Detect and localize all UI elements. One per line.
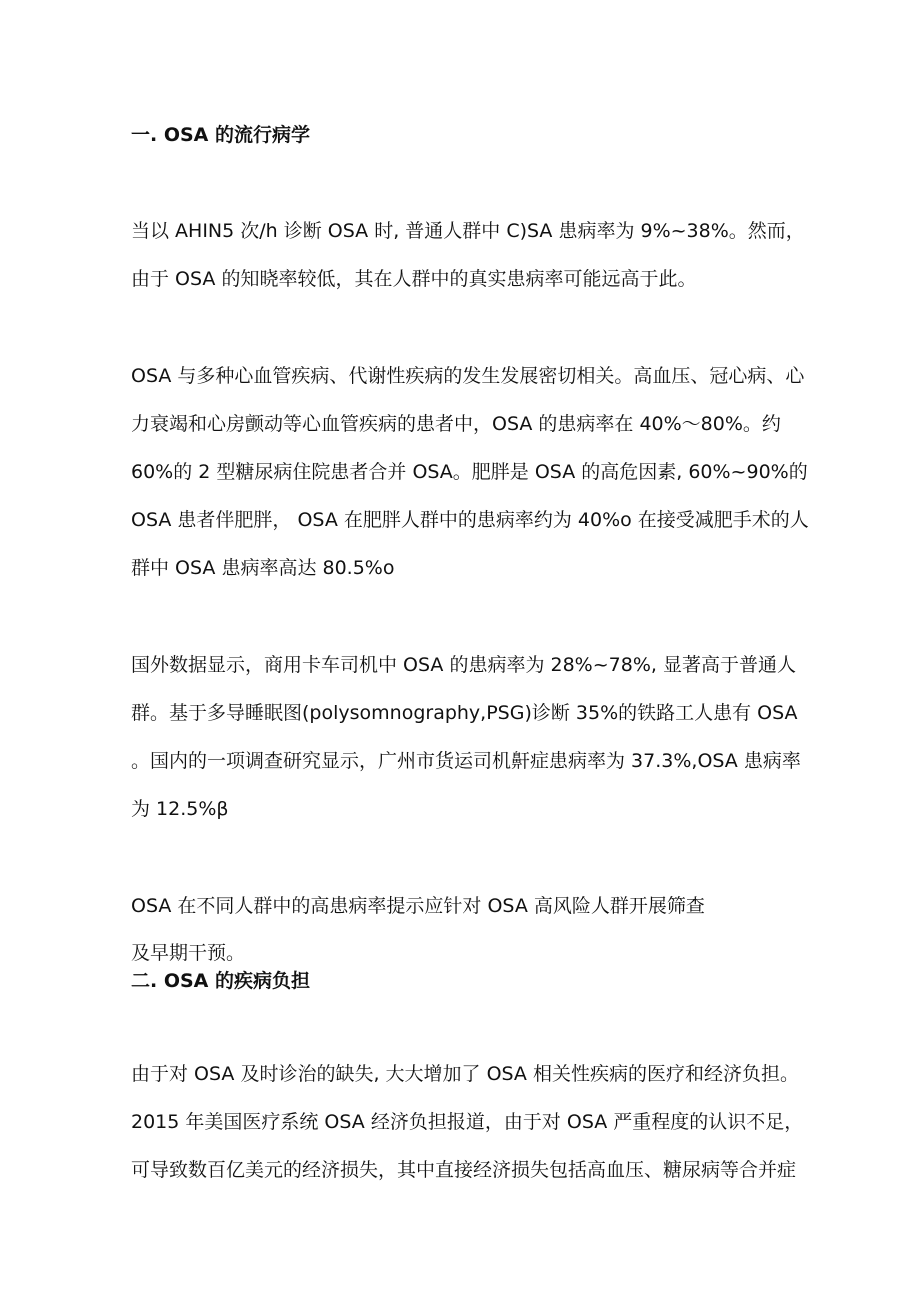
text-line: 。国内的一项调查研究显示，广州市货运司机鼾症患病率为 37.3%,OSA 患病率	[131, 750, 801, 772]
text-line: 可导致数百亿美元的经济损失，其中直接经济损失包括高血压、糖尿病等合并症	[131, 1159, 797, 1181]
text-line: 60%的 2 型糖尿病住院患者合并 OSA。肥胖是 OSA 的高危因素, 60%~90%的	[131, 461, 808, 483]
text-line: 为 12.5%β	[131, 798, 229, 820]
text-line: 及早期干预。	[131, 942, 246, 964]
text-line: 群中 OSA 患病率高达 80.5%o	[131, 557, 395, 579]
text-line: 力衰竭和心房颤动等心血管疾病的患者中，OSA 的患病率在 40%～80%。约	[131, 413, 781, 435]
text-line: OSA 在不同人群中的高患病率提示应针对 OSA 高风险人群开展筛查	[131, 895, 705, 917]
text-line: 当以 AHIN5 次/h 诊断 OSA 时, 普通人群中 C)SA 患病率为 9%~38%。然而，	[131, 220, 805, 242]
text-line: 由于 OSA 的知晓率较低，其在人群中的真实患病率可能远高于此。	[131, 268, 697, 290]
text-line: 群。基于多导睡眠图(polysomnography,PSG)诊断 35%的铁路工人患有 OSA	[131, 702, 798, 724]
section-2-heading: 二. OSA 的疾病负担	[131, 970, 310, 992]
text-line: OSA 患者伴肥胖， OSA 在肥胖人群中的患病率约为 40%o 在接受减肥手术的人	[131, 509, 809, 531]
text-line: 2015 年美国医疗系统 OSA 经济负担报道，由于对 OSA 严重程度的认识不足，	[131, 1111, 804, 1133]
section-1-heading: 一. OSA 的流行病学	[131, 124, 310, 146]
text-line: 国外数据显示，商用卡车司机中 OSA 的患病率为 28%~78%, 显著高于普通人	[131, 654, 796, 676]
text-line: 由于对 OSA 及时诊治的缺失, 大大增加了 OSA 相关性疾病的医疗和经济负担。	[131, 1063, 799, 1085]
text-line: OSA 与多种心血管疾病、代谢性疾病的发生发展密切相关。高血压、冠心病、心	[131, 365, 805, 387]
